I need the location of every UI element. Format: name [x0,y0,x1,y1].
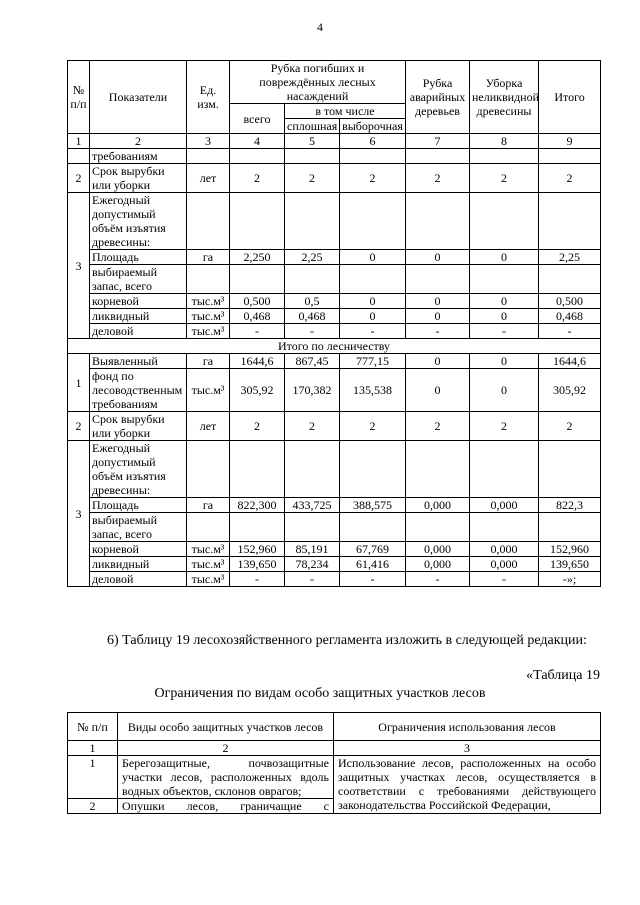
section-title: Итого по лесничеству [68,339,601,354]
table-row: корневой тыс.м³ 152,960 85,191 67,769 0,000 0,000 152,960 [68,542,601,557]
table-row: деловой тыс.м³ - - - - - -»; [68,572,601,587]
table-row: деловой тыс.м³ - - - - - - [68,324,601,339]
table-row: 1 Выявленный га 1644,6 867,45 777,15 0 0 1644,6 [68,354,601,369]
table-row: Площадь га 822,300 433,725 388,575 0,000 0,000 822,3 [68,498,601,513]
section-row [68,339,601,354]
header-indicators: Показатели [90,61,187,134]
forest-felling-table [67,60,601,587]
amendment-paragraph: 6) Таблицу 19 лесохозяйственного регламента изложить в следующей редакции: [107,633,587,648]
table-row: 3 Ежегодный допустимый объём изъятия древесины: [68,441,601,498]
table-row: фонд по лесоводственным требованиям тыс.м³ 305,92 170,382 135,538 0 0 305,92 [68,369,601,412]
header-sum: Итого [539,61,601,134]
table-row: корневой тыс.м³ 0,500 0,5 0 0 0 0,500 [68,294,601,309]
limits-text: Использование лесов, расположенных на особо защитных участках лесов, осуществляется в соответствии с требованиями действующего законодательства Российской Федерации, [334,756,601,814]
page-number: 4 [317,20,323,34]
header-cleanup: Уборка неликвидной древесины [470,61,539,134]
table-row: 1 Берегозащитные, почвозащитные участки лесов, расположенных вдоль водных объектов, склонов оврагов; Использование лесов, расположенных на особо защитных участках лесов, осуществляется в соответствии с требованиями действующего законодательства Российской Федерации, [68,756,601,799]
header-selective: выборочная [340,119,406,134]
header-num: № п/п [68,61,90,134]
header-types: Виды особо защитных участков лесов [118,713,334,741]
header-felling: Рубка погибших и повреждённых лесных насаждений [230,61,406,104]
header-limits: Ограничения использования лесов [334,713,601,741]
table-row: выбираемый запас, всего [68,265,601,294]
table-row: 2 Опушки лесов, граничащие с [68,799,601,814]
table-row: требованиям [68,149,601,164]
table-row: ликвидный тыс.м³ 0,468 0,468 0 0 0 0,468 [68,309,601,324]
header-including: в том числе [285,104,406,119]
protective-areas-table [67,712,601,814]
header-emergency: Рубка аварийных деревьев [406,61,470,134]
header-total: всего [230,104,285,134]
table-row: ликвидный тыс.м³ 139,650 78,234 61,416 0,000 0,000 139,650 [68,557,601,572]
column-numbers-row: 1 2 3 [68,741,601,756]
table-row: 2 Срок вырубки или уборки лет 2 2 2 2 2 2 [68,412,601,441]
table-row: 3 Ежегодный допустимый объём изъятия древесины: [68,193,601,250]
table-row: Площадь га 2,250 2,25 0 0 0 2,25 [68,250,601,265]
header-clear: сплошная [285,119,340,134]
table-title: Ограничения по видам особо защитных участков лесов [154,686,486,701]
table-row: выбираемый запас, всего [68,513,601,542]
table-label: «Таблица 19 [526,668,600,683]
header-unit: Ед. изм. [187,61,230,134]
header-num: № п/п [68,713,118,741]
table-row: 2 Срок вырубки или уборки лет 2 2 2 2 2 2 [68,164,601,193]
column-numbers-row: 1 2 3 4 5 6 7 8 9 [68,134,601,149]
